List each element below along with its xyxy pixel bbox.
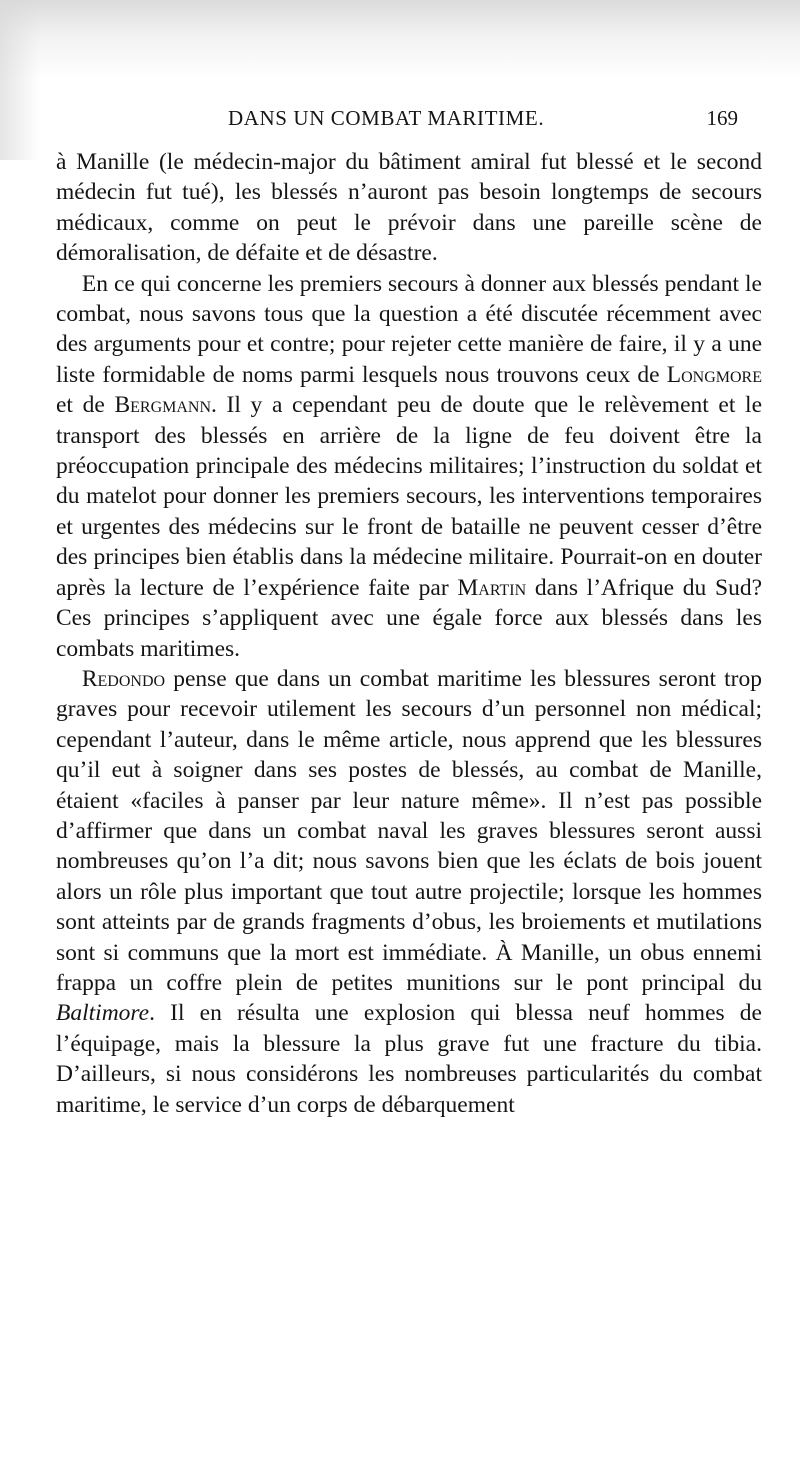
paragraph — [56, 664, 762, 1120]
author-name: Redondo — [81, 665, 166, 692]
running-title: DANS UN COMBAT MARITIME. — [228, 106, 545, 130]
text-run: à Manille (le médecin-major du bâtiment amiral fut blessé et le second médecin fut tué), les blessés n’auront pas besoin longtemps de secours médicaux, comme on peut le prévoir dans une pareille scène de démoralisation, de défaite et de désastre. — [56, 149, 762, 267]
text-run: . Il en résulta une explosion qui blessa neuf hommes de l’équipage, mais la blessure la plus grave fut une fracture du tibia. D’ailleurs, si nous considérons les nombreuses particularités du combat maritime, le service d’un corps de débarquement — [56, 1000, 762, 1118]
text-run: . Il y a cependant peu de doute que le relèvement et le transport des blessés en arrière de la ligne de feu doivent être la préoccupation principale des médecins militaires; l’instruction du soldat et du matelot pour donner les premiers secours, les interventions temporaires et urgentes des médecins sur le front de bataille ne peuvent cesser d’être des principes bien établis dans la médecine militaire. Pourrait-on en douter après la lecture de l’expérience faite par — [56, 392, 763, 601]
text-run: En ce qui concerne les premiers secours à donner aux blessés pendant le combat, nous savons tous que la question a été discutée récemment avec des arguments pour et contre; pour rejeter cette manière de faire, il y a une liste formidable de noms parmi lesquels nous trouvons ceux de — [56, 270, 762, 388]
paragraph — [56, 147, 762, 269]
scan-shadow-top — [0, 0, 800, 80]
page-number: 169 — [706, 106, 738, 130]
ship-name: Baltimore — [56, 1000, 150, 1027]
text-run: dans l’Afrique du Sud? Ces principes s’appliquent avec une égale force aux blessés dans les combats maritimes. — [56, 574, 762, 662]
text-run: pense que dans un combat maritime les blessures seront trop graves pour recevoir utilement les secours d’un personnel non médical; cependant l’auteur, dans le même article, nous apprend que les blessures qu’il eut à soigner dans ses postes de blessés, au combat de Manille, étaient «faciles à panser par leur nature même». Il n’est pas possible d’affirmer que dans un combat naval les graves blessures seront aussi nombreuses qu’on l’a dit; nous savons bien que les éclats de bois jouent alors un rôle plus important que tout autre projectile; lorsque les hommes sont atteints par de grands fragments d’obus, les broiements et mutilations sont si communs que la mort est immédiate. À Manille, un obus ennemi frappa un coffre plein de petites munitions sur le pont principal du — [56, 665, 762, 996]
page-header — [0, 100, 800, 140]
body-text — [56, 147, 762, 1120]
author-name: Longmore — [666, 361, 762, 388]
author-name: Martin — [457, 574, 527, 601]
paragraph — [56, 269, 762, 664]
text-run: et de — [56, 392, 115, 419]
author-name: Bergmann — [114, 392, 212, 419]
